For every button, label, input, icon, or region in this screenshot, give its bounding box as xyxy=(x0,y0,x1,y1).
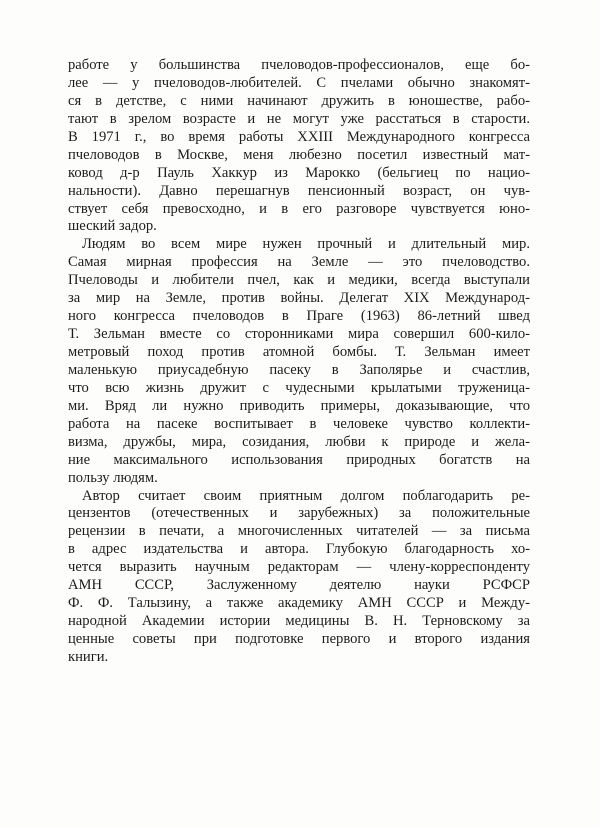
text-line: ковод д-р Пауль Хаккур из Марокко (бельгиец по нацио- xyxy=(68,164,530,181)
text-line: ся в детстве, с ними начинают дружить в юношестве, рабо- xyxy=(68,92,530,109)
text-line: цензентов (отечественных и зарубежных) за положительные xyxy=(68,505,530,522)
text-line: ствует себя превосходно, и в его разговоре чувствуется юно- xyxy=(68,200,530,217)
text-line: работе у большинства пчеловодов-профессионалов, еще бо- xyxy=(68,57,530,73)
text-line: что всю жизнь дружит с чудесными крылатыми труженица- xyxy=(68,379,530,396)
text-line: книги. xyxy=(68,648,109,665)
text-line: Пчеловоды и любители пчел, как и медики, всегда выступали xyxy=(68,272,530,289)
text-line: пчеловодов в Москве, меня любезно посетил известный мат- xyxy=(68,146,530,163)
text-line: ного конгресса пчеловодов в Праге (1963) 86-летний швед xyxy=(68,308,530,325)
text-line: ценные советы при подготовке первого и второго издания xyxy=(68,631,530,647)
text-line: рецензии в печати, а многочисленных читателей — за письма xyxy=(68,523,530,540)
text-line: ми. Вряд ли нужно приводить примеры, доказывающие, что xyxy=(68,397,530,414)
text-line: АМН СССР, Заслуженному деятелю науки РСФСР xyxy=(68,577,530,594)
text-line: лее — у пчеловодов-любителей. С пчелами обычно знакомят- xyxy=(68,74,530,91)
paragraph xyxy=(68,236,530,487)
text-line: Ф. Ф. Талызину, а также академику АМН СССР и Между- xyxy=(68,595,530,612)
text-line: шеский задор. xyxy=(68,218,157,235)
text-line: Т. Зельман вместе со сторонниками мира совершил 600-кило- xyxy=(68,326,530,343)
text-line: в адрес издательства и автора. Глубокую благодарность хо- xyxy=(68,541,530,558)
body-text xyxy=(68,57,530,667)
text-line: Людям во всем мире нужен прочный и длительный мир. xyxy=(82,236,530,253)
text-line: за мир на Земле, против войны. Делегат XIX Международ- xyxy=(68,290,530,307)
text-line: тают в зрелом возрасте и не могут уже расстаться в старости. xyxy=(68,110,530,127)
text-line: пользу людям. xyxy=(68,469,158,486)
text-line: маленькую приусадебную пасеку в Заполярье и счастлив, xyxy=(68,361,530,378)
text-line: народной Академии истории медицины В. Н. Терновскому за xyxy=(68,613,530,630)
text-line: визма, дружбы, мира, созидания, любви к природе и жела- xyxy=(68,433,530,450)
text-line: Самая мирная профессия на Земле — это пчеловодство. xyxy=(68,254,530,271)
text-line: нальности). Давно перешагнув пенсионный возраст, он чув- xyxy=(68,182,530,199)
paragraph xyxy=(68,488,530,667)
text-line: ние максимального использования природных богатств на xyxy=(68,451,530,468)
paragraph xyxy=(68,57,530,236)
text-line: метровый поход против атомной бомбы. Т. Зельман имеет xyxy=(68,344,530,360)
text-line: работа на пасеке воспитывает в человеке чувство коллекти- xyxy=(68,415,530,432)
text-line: Автор считает своим приятным долгом поблагодарить ре- xyxy=(82,487,530,504)
text-line: В 1971 г., во время работы XXIII Международного конгресса xyxy=(68,128,530,145)
text-line: чется выразить научным редакторам — члену-корреспонденту xyxy=(68,559,530,576)
